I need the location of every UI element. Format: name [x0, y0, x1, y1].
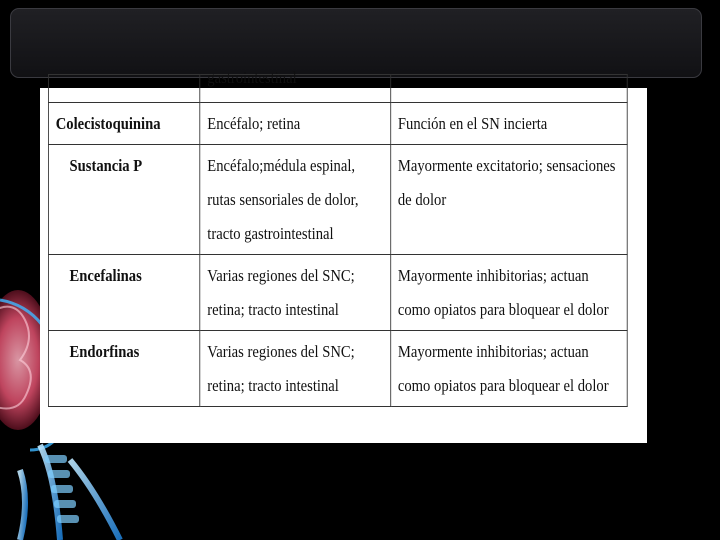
table-cell-location: Encéfalo; retina: [200, 103, 391, 145]
table-cell-name: Colecistoquinina: [48, 103, 200, 145]
table-row: [48, 75, 627, 103]
table-cell-location: Encéfalo;médula espinal, rutas sensoriales de dolor, tracto gastrointestinal: [200, 145, 391, 255]
table-cell-function: Mayormente inhibitorias; actuan como opiatos para bloquear el dolor: [391, 255, 628, 331]
table-row: [48, 145, 627, 255]
table-cell: gastrointestinal: [207, 68, 297, 87]
table-cell-name: Encefalinas: [48, 255, 200, 331]
table-cell-location: Varias regiones del SNC; retina; tracto intestinal: [200, 255, 391, 331]
table-cell-name: Sustancia P: [48, 145, 200, 255]
table-cell-location: Varias regiones del SNC; retina; tracto intestinal: [200, 331, 391, 407]
table-row: [48, 255, 627, 331]
table-row: [48, 331, 627, 407]
table-row: [48, 103, 627, 145]
neurotransmitter-table: [48, 68, 628, 407]
table-cell-function: Mayormente excitatorio; sensaciones de dolor: [391, 145, 628, 255]
table-cell-name: Endorfinas: [48, 331, 200, 407]
table-cell-function: Función en el SN incierta: [391, 103, 628, 145]
table-cell-function: Mayormente inhibitorias; actuan como opiatos para bloquear el dolor: [391, 331, 628, 407]
neurotransmitter-table-image: [40, 68, 647, 443]
